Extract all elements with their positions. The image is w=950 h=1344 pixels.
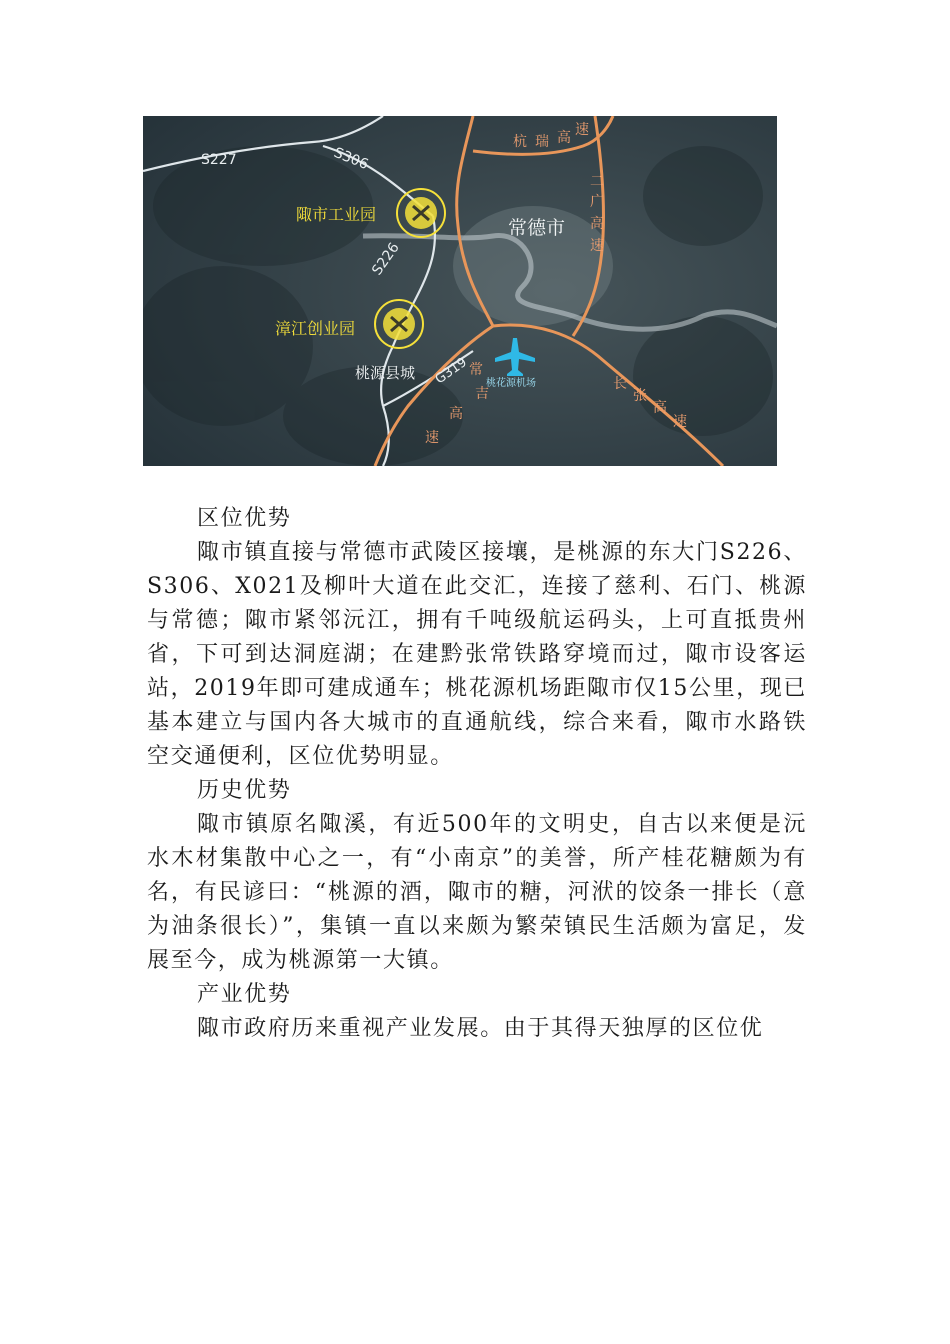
label-changde: 常德市 — [508, 217, 566, 239]
section-body-location: 陬市镇直接与常德市武陵区接壤，是桃源的东大门S226、S306、X021及柳叶大道在此交汇，连接了慈利、石门、桃源与常德；陬市紧邻沅江，拥有千吨级航运码头，上可直抵贵州省，下可到达洞庭湖；在建黔张常铁路穿境而过，陬市设客运站，2019年即可建成通车；桃花源机场距陬市仅15公里，现已基本建立与国内各大城市的直通航线，综合来看，陬市水路铁空交通便利，区位优势明显。 — [147, 540, 807, 769]
label-changji-1: 常 — [469, 362, 483, 378]
label-hangrui-4: 速 — [575, 122, 589, 138]
label-taoyuan: 桃源县城 — [355, 364, 416, 382]
label-s227: S227 — [201, 152, 237, 168]
location-map — [143, 116, 777, 466]
label-erguang-1: 二 — [590, 174, 604, 190]
label-erguang-2: 广 — [590, 194, 604, 210]
label-zhangjiang-park: 漳江创业园 — [275, 319, 356, 338]
label-s306: S306 — [331, 144, 371, 174]
label-changzhang-3: 高 — [653, 400, 667, 416]
label-erguang-3: 高 — [590, 216, 604, 232]
label-hangrui-3: 高 — [557, 130, 571, 146]
section-heading-history: 历史优势 — [197, 778, 292, 803]
label-g319: G319 — [432, 354, 470, 388]
section-body-history: 陬市镇原名陬溪，有近500年的文明史，自古以来便是沅水木材集散中心之一，有“小南京”的美誉，所产桂花糖颇为有名，有民谚曰：“桃源的酒，陬市的糖，河洑的饺条一排长（意为油条很长）”，集镇一直以来颇为繁荣镇民生活颇为富足，发展至今，成为桃源第一大镇。 — [147, 812, 807, 973]
label-changzhang-4: 速 — [673, 414, 687, 430]
label-zoushi-park: 陬市工业园 — [296, 205, 377, 224]
label-erguang-4: 速 — [590, 238, 604, 254]
label-hangrui-1: 杭 — [513, 134, 527, 150]
section-heading-location: 区位优势 — [197, 506, 292, 531]
label-changji-3: 高 — [449, 406, 463, 422]
label-changji-2: 吉 — [475, 386, 489, 402]
label-hangrui-2: 瑞 — [535, 134, 549, 150]
article-body — [147, 502, 807, 1046]
map-figure — [143, 116, 777, 466]
label-s226: S226 — [369, 239, 403, 279]
label-changzhang-2: 张 — [633, 388, 647, 404]
section-body-industry: 陬市政府历来重视产业发展。由于其得天独厚的区位优 — [197, 1016, 764, 1041]
label-changji-4: 速 — [425, 430, 439, 446]
label-airport: 桃花源机场 — [486, 378, 536, 389]
label-changzhang-1: 长 — [613, 376, 627, 392]
section-heading-industry: 产业优势 — [197, 982, 292, 1007]
